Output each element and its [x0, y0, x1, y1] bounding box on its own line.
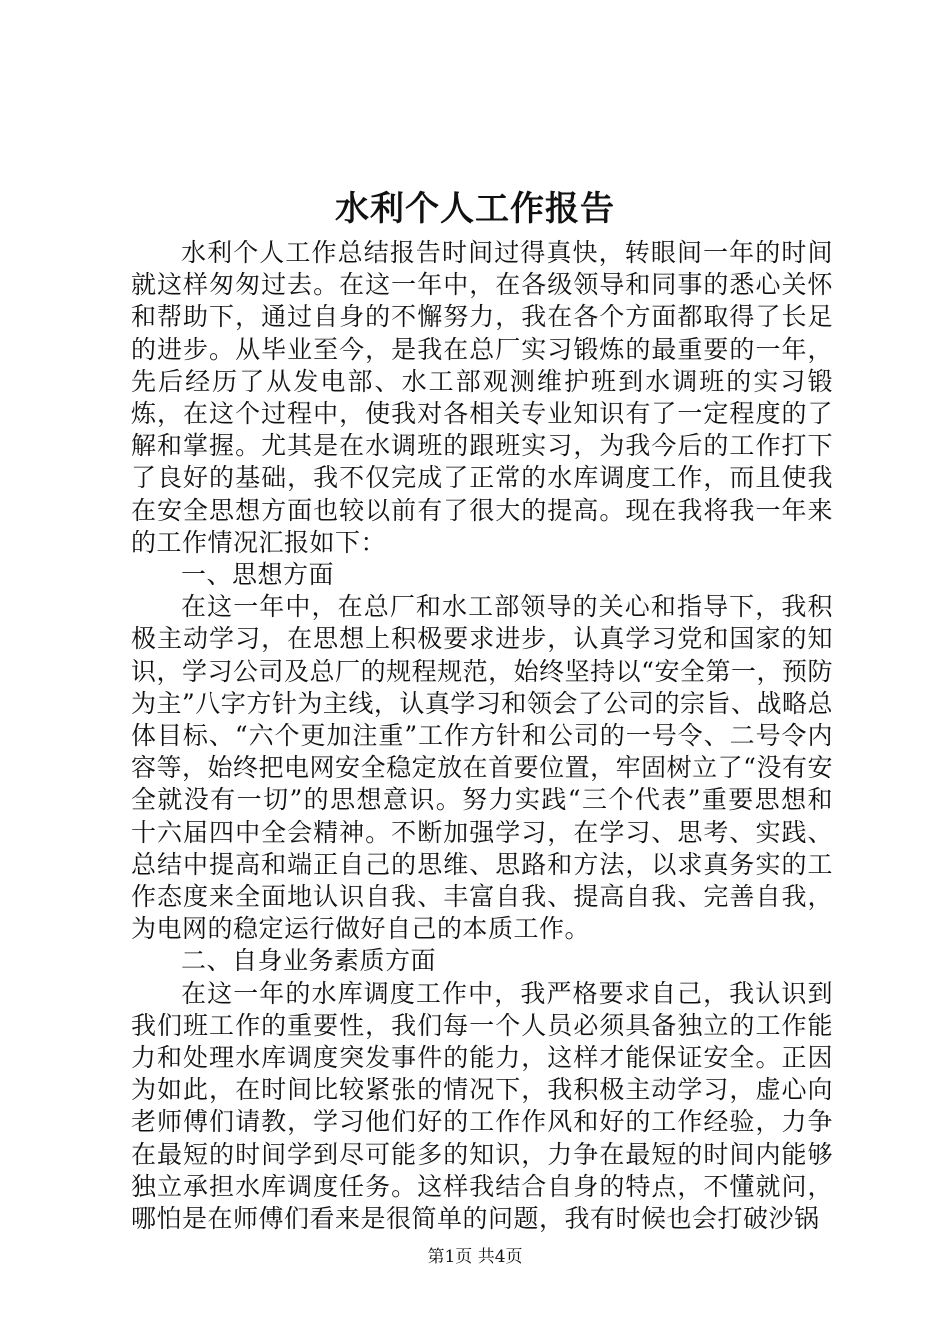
document-body	[131, 237, 833, 1235]
paragraph-thought: 在这一年中，在总厂和水工部领导的关心和指导下，我积极主动学习，在思想上积极要求进步，认真学习党和国家的知识，学习公司及总厂的规程规范，始终坚持以“安全第一，预防为主”八字方针为主线，认真学习和领会了公司的宗旨、战略总体目标、“六个更加注重”工作方针和公司的一号令、二号令内容等，始终把电网安全稳定放在首要位置，牢固树立了“没有安全就没有一切”的思想意识。努力实践“三个代表”重要思想和十六届四中全会精神。不断加强学习，在学习、思考、实践、总结中提高和端正自己的思维、思路和方法，以求真务实的工作态度来全面地认识自我、丰富自我、提高自我、完善自我，为电网的稳定运行做好自己的本质工作。	[131, 592, 833, 944]
section-heading-skills: 二、自身业务素质方面	[181, 946, 437, 976]
section-heading-thought: 一、思想方面	[181, 560, 335, 590]
paragraph-skills: 在这一年的水库调度工作中，我严格要求自己，我认识到我们班工作的重要性，我们每一个人员必须具备独立的工作能力和处理水库调度突发事件的能力，这样才能保证安全。正因为如此，在时间比较紧张的情况下，我积极主动学习，虚心向老师傅们请教，学习他们好的工作作风和好的工作经验，力争在最短的时间学到尽可能多的知识，力争在最短的时间内能够独立承担水库调度任务。这样我结合自身的特点，不懂就问，哪怕是在师傅们看来是很简单的问题，我有时候也会打破沙锅	[131, 978, 833, 1234]
page-footer: 第1页 共4页	[427, 1247, 523, 1267]
paragraph-intro: 水利个人工作总结报告时间过得真快，转眼间一年的时间就这样匆匆过去。在这一年中，在各级领导和同事的悉心关怀和帮助下，通过自身的不懈努力，我在各个方面都取得了长足的进步。从毕业至今，是我在总厂实习锻炼的最重要的一年，先后经历了从发电部、水工部观测维护班到水调班的实习锻炼，在这个过程中，使我对各相关专业知识有了一定程度的了解和掌握。尤其是在水调班的跟班实习，为我今后的工作打下了良好的基础，我不仅完成了正常的水库调度工作，而且使我在安全思想方面也较以前有了很大的提高。现在我将我一年来的工作情况汇报如下：	[131, 238, 833, 557]
document-title: 水利个人工作报告	[335, 189, 615, 229]
